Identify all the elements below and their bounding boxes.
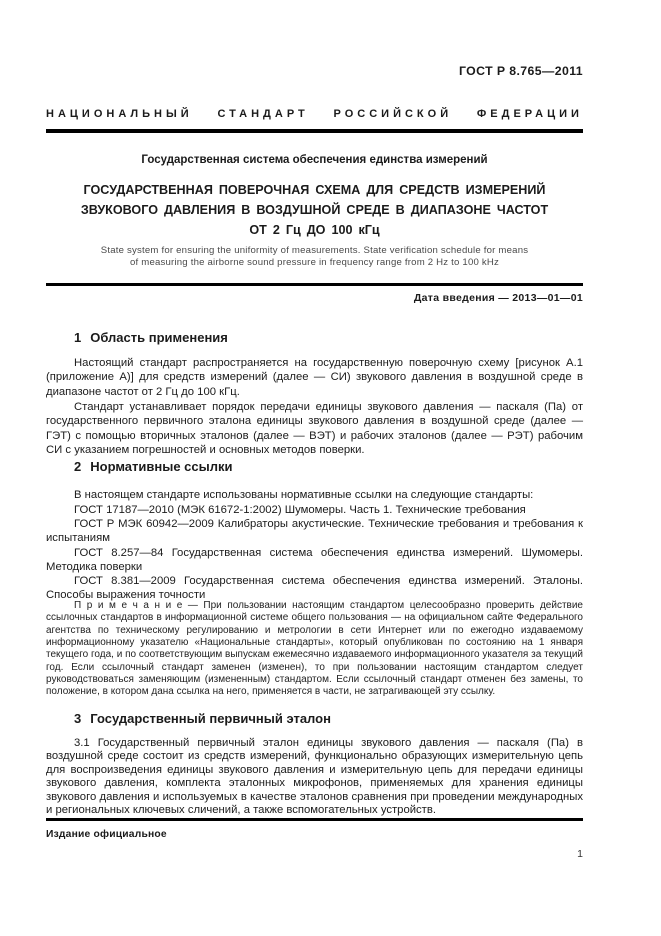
reference-item: ГОСТ Р МЭК 60942—2009 Калибраторы акустические. Технические требования и требования к испытаниям: [46, 518, 583, 545]
section-3-heading: [46, 711, 611, 726]
main-title-line: ЗВУКОВОГО ДАВЛЕНИЯ В ВОЗДУШНОЙ СРЕДЕ В ДИАПАЗОНЕ ЧАСТОТ: [80, 203, 549, 217]
section-title: Государственный первичный эталон: [90, 711, 331, 726]
section-2-heading: [46, 459, 611, 474]
references-note: [46, 600, 583, 699]
main-title-line: ОТ 2 Гц ДО 100 кГц: [249, 223, 380, 237]
introduction-date: Дата введения — 2013—01—01: [413, 292, 583, 304]
banner-word: ФЕДЕРАЦИИ: [476, 108, 583, 120]
note-text: — При пользовании настоящим стандартом целесообразно проверить действие ссылочных стандартов в информационной системе общего пользования — на официальном сайте Федерального агентства по техническому регулированию и метрологии в сети Интернет или по ежегодно издаваемому информационному указателю «Национальные стандарты», который опубликован по состоянию на 1 января текущего года, и по соответствующим выпускам ежемесячно издаваемого информационного указателя за текущий год. Если ссылочный стандарт заменен (изменен), то при пользовании настоящим стандартом следует руководствоваться заменяющим (измененным) стандартом. Если ссылочный стандарт отменен без замены, то положение, в котором дана ссылка на него, применяется в части, не затрагивающей эту ссылку.: [46, 600, 583, 698]
section-number: 3: [74, 711, 82, 726]
scope-paragraph-1: Настоящий стандарт распространяется на государственную поверочную схему [рисунок А.1 (приложение А)] для средств измерений (далее — СИ) звукового давления в воздушной среде в диапазоне частот от 2 Гц до 100 кГц.: [46, 357, 583, 398]
banner-word: НАЦИОНАЛЬНЫЙ: [46, 108, 193, 120]
section-number: 2: [74, 459, 82, 474]
section-title: Область применения: [90, 330, 228, 345]
scope-paragraph-2: Стандарт устанавливает порядок передачи единицы звукового давления — паскаля (Па) от государственного первичного эталона единицы звукового давления в воздушной среде (далее — ГЭТ) с помощью вторичных эталонов (далее — ВЭТ) и рабочих эталонов (далее — РЭТ) рабочим СИ с указанием погрешностей и основных методов поверки.: [46, 401, 583, 456]
system-title: Государственная система обеспечения единства измерений: [141, 154, 488, 166]
main-title: [46, 180, 583, 240]
main-title-line: ГОСУДАРСТВЕННАЯ ПОВЕРОЧНАЯ СХЕМА ДЛЯ СРЕДСТВ ИЗМЕРЕНИЙ: [83, 183, 546, 197]
doc-number: ГОСТ Р 8.765—2011: [458, 64, 583, 78]
section-1-heading: [46, 330, 611, 345]
banner-word: РОССИЙСКОЙ: [333, 108, 453, 120]
reference-item: ГОСТ 17187—2010 (МЭК 61672-1:2002) Шумомеры. Часть 1. Технические требования: [74, 504, 526, 516]
reference-item: ГОСТ 8.257—84 Государственная система обеспечения единства измерений. Шумомеры. Методика поверки: [46, 547, 583, 574]
page-number: 1: [577, 848, 583, 860]
references-intro: В настоящем стандарте использованы нормативные ссылки на следующие стандарты:: [74, 489, 534, 501]
header-rule: [46, 129, 583, 133]
section-title: Нормативные ссылки: [90, 459, 233, 474]
footer-rule: [46, 818, 583, 821]
official-edition-label: Издание официальное: [46, 829, 167, 840]
federation-banner: [46, 108, 583, 120]
english-subtitle-line: of measuring the airborne sound pressure in frequency range from 2 Hz to 100 kHz: [129, 256, 500, 268]
banner-word: СТАНДАРТ: [217, 108, 309, 120]
note-label: П р и м е ч а н и е: [74, 600, 188, 611]
english-subtitle: [46, 245, 583, 268]
section-number: 1: [74, 330, 82, 345]
reference-item: ГОСТ 8.381—2009 Государственная система обеспечения единства измерений. Эталоны. Способы выражения точности: [46, 575, 583, 602]
title-rule: [46, 283, 583, 286]
english-subtitle-line: State system for ensuring the uniformity of measurements. State verification schedule for means: [100, 245, 529, 256]
primary-etalon-paragraph: 3.1 Государственный первичный эталон единицы звукового давления — паскаля (Па) в воздушной среде состоит из средств измерений, функционально образующих измерительную цепь для воспроизведения единицы звукового давления и измерительную цепь для передачи единицы звукового давления, комплекта эталонных микрофонов, применяемых для хранения единицы звукового давления и используемых в качестве эталонов сравнения при проведении международных и региональных ключевых сличений, а также вспомогательных устройств.: [46, 737, 583, 817]
